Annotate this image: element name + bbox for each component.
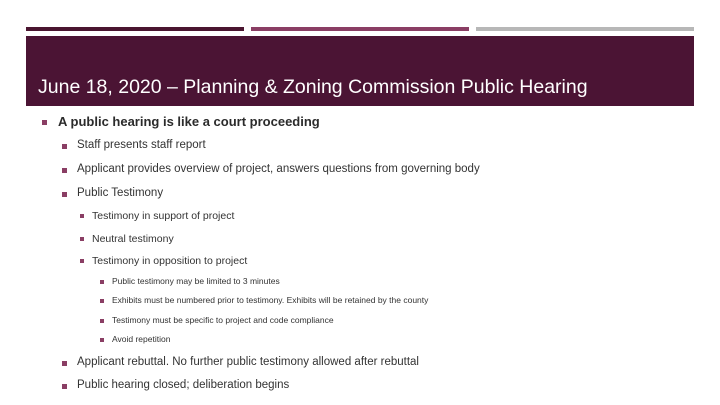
- list-item: Public Testimony: [77, 187, 164, 199]
- list-item: Neutral testimony: [92, 233, 174, 245]
- bullet-marker: [62, 361, 67, 366]
- bullet-marker: [80, 214, 84, 218]
- list-item: Public hearing closed; deliberation begins: [77, 379, 290, 391]
- bullet-marker: [62, 192, 67, 197]
- bullet-marker: [62, 168, 67, 173]
- list-item: Applicant rebuttal. No further public testimony allowed after rebuttal: [77, 356, 419, 368]
- bullet-marker: [100, 319, 104, 323]
- list-item: A public hearing is like a court proceeding: [58, 114, 320, 129]
- list-item: Staff presents staff report: [77, 139, 206, 151]
- bullet-marker: [100, 280, 104, 284]
- list-item: Testimony must be specific to project and code compliance: [112, 315, 334, 325]
- bullet-marker: [100, 299, 104, 303]
- list-item: Exhibits must be numbered prior to testimony. Exhibits will be retained by the county: [112, 295, 429, 305]
- list-item: Public testimony may be limited to 3 minutes: [112, 276, 280, 286]
- list-item: Avoid repetition: [112, 334, 171, 344]
- bullet-marker: [80, 259, 84, 263]
- list-item: Applicant provides overview of project, answers questions from governing body: [77, 163, 480, 175]
- bullet-marker: [62, 384, 67, 389]
- bullet-marker: [80, 237, 84, 241]
- slide-title: June 18, 2020 – Planning & Zoning Commission Public Hearing: [38, 76, 588, 98]
- bullet-marker: [100, 338, 104, 342]
- list-item: Testimony in support of project: [92, 210, 235, 222]
- list-item: Testimony in opposition to project: [92, 255, 248, 267]
- bullet-marker: [62, 144, 67, 149]
- bullet-marker: [42, 120, 47, 125]
